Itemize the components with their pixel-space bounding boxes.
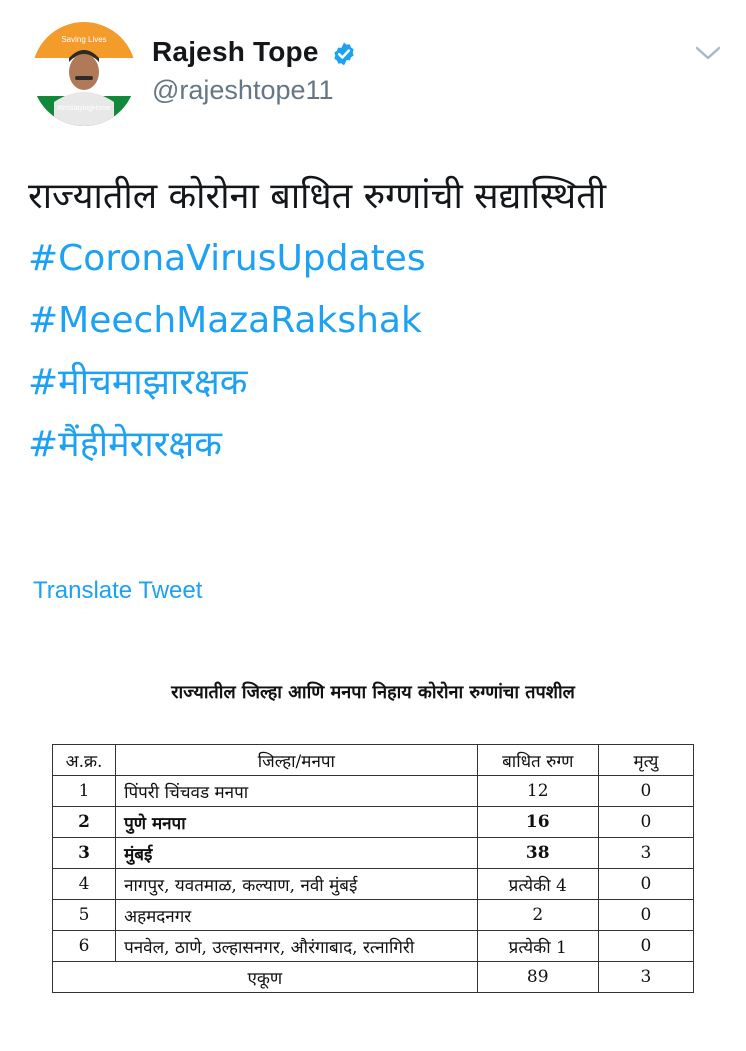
header-district: जिल्हा/मनपा xyxy=(116,745,478,776)
total-deaths: 3 xyxy=(598,962,693,993)
cell-deaths: 0 xyxy=(598,776,693,807)
cell-deaths: 3 xyxy=(598,838,693,869)
tweet-text xyxy=(28,166,738,476)
cell-district: मुंबई xyxy=(116,838,478,869)
cell-cases: 2 xyxy=(477,900,598,931)
total-cases: 89 xyxy=(477,962,598,993)
tweet-media-image[interactable] xyxy=(0,660,746,1051)
cell-cases: 38 xyxy=(477,838,598,869)
cell-serial: 4 xyxy=(53,869,116,900)
table-header-row xyxy=(53,745,694,776)
cell-district: पिंपरी चिंचवड मनपा xyxy=(116,776,478,807)
avatar-top-text: Saving Lives xyxy=(61,35,107,44)
verified-badge-icon xyxy=(331,41,357,67)
cell-cases: 12 xyxy=(477,776,598,807)
hashtag-link[interactable]: #CoronaVirusUpdates xyxy=(28,238,426,279)
cell-cases: प्रत्येकी 4 xyxy=(477,869,598,900)
cell-district: अहमदनगर xyxy=(116,900,478,931)
cell-district: पनवेल, ठाणे, उल्हासनगर, औरंगाबाद, रत्नागिरी xyxy=(116,931,478,962)
cell-deaths: 0 xyxy=(598,807,693,838)
cell-serial: 6 xyxy=(53,931,116,962)
table-row xyxy=(53,838,694,869)
hashtag-link[interactable]: #MeechMazaRakshak xyxy=(28,300,422,341)
author-handle[interactable]: @rajeshtope11 xyxy=(152,75,334,105)
cell-serial: 1 xyxy=(53,776,116,807)
avatar[interactable] xyxy=(32,22,136,126)
cell-deaths: 0 xyxy=(598,869,693,900)
hashtag-link[interactable]: #मीचमाझारक्षक xyxy=(28,362,248,403)
table-row xyxy=(53,900,694,931)
header-deaths: मृत्यु xyxy=(598,745,693,776)
header-cases: बाधित रुग्ण xyxy=(477,745,598,776)
avatar-image xyxy=(32,22,136,126)
translate-tweet-link[interactable]: Translate Tweet xyxy=(33,577,203,604)
document-title: राज्यातील जिल्हा आणि मनपा निहाय कोरोना रुग्णांचा तपशील xyxy=(171,682,575,703)
cell-serial: 3 xyxy=(53,838,116,869)
cases-table xyxy=(52,744,694,993)
cell-serial: 2 xyxy=(53,807,116,838)
hashtag-link[interactable]: #मैंहीमेरारक्षक xyxy=(28,424,222,465)
cell-cases: प्रत्येकी 1 xyxy=(477,931,598,962)
total-label: एकूण xyxy=(53,962,478,993)
cell-serial: 5 xyxy=(53,900,116,931)
table-row xyxy=(53,931,694,962)
cell-deaths: 0 xyxy=(598,900,693,931)
author-name[interactable]: Rajesh Tope xyxy=(152,36,319,67)
avatar-bottom-text: #ImStayingHome xyxy=(57,105,111,112)
cell-deaths: 0 xyxy=(598,931,693,962)
cell-district: नागपुर, यवतमाळ, कल्याण, नवी मुंबई xyxy=(116,869,478,900)
table-row xyxy=(53,869,694,900)
chevron-down-icon[interactable] xyxy=(694,42,722,64)
table-row xyxy=(53,776,694,807)
table-row xyxy=(53,807,694,838)
cell-district: पुणे मनपा xyxy=(116,807,478,838)
header-serial: अ.क्र. xyxy=(53,745,116,776)
table-total-row xyxy=(53,962,694,993)
tweet-headline: राज्यातील कोरोना बाधित रुग्णांची सद्यास्थिती xyxy=(28,176,607,217)
cell-cases: 16 xyxy=(477,807,598,838)
